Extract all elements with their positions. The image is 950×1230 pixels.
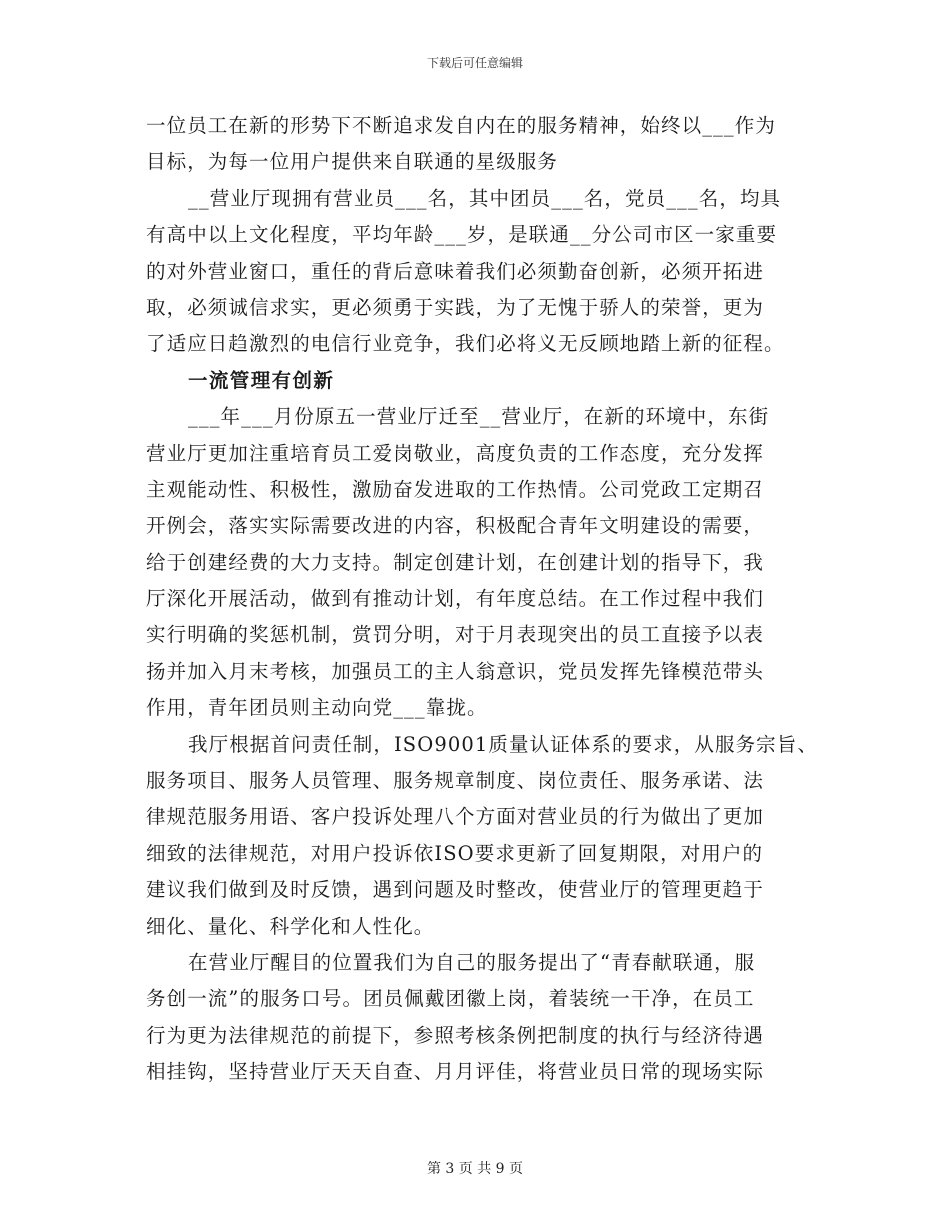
text-line: 的对外营业窗口，重任的背后意味着我们必须勤奋创新，必须开拓进 [146,259,765,283]
text-line: 在营业厅醒目的位置我们为自己的服务提出了“青春献联通，服 [188,950,756,974]
text-line: 取，必须诚信求实，更必须勇于实践，为了无愧于骄人的荣誉，更为 [146,295,765,319]
text-line: 给于创建经费的大力支持。制定创建计划，在创建计划的指导下，我 [146,550,765,574]
text-line: 目标，为每一位用户提供来自联通的星级服务 [146,150,559,174]
text-line: 律规范服务用语、客户投诉处理八个方面对营业员的行为做出了更加 [146,805,765,829]
text-line: 开例会，落实实际需要改进的内容，积极配合青年文明建设的需要， [146,514,765,538]
page-header-note: 下载后可任意编辑 [426,56,523,70]
text-line: 了适应日趋激烈的电信行业竞争，我们必将义无反顾地踏上新的征程。 [146,332,785,356]
text-line: ___年___月份原五一营业厅迁至__营业厅，在新的环境中，东街 [188,405,770,429]
document-body [146,108,836,1091]
text-line: 行为更为法律规范的前提下，参照考核条例把制度的执行与经济待遇 [146,1023,765,1047]
text-line: 作用，青年团员则主动向党___靠拢。 [146,696,488,720]
text-line: __营业厅现拥有营业员___名，其中团员___名，党员___名，均具 [188,186,782,210]
text-line: 有高中以上文化程度，平均年龄___岁，是联通__分公司市区一家重要 [146,223,778,247]
text-line: 主观能动性、积极性，激励奋发进取的工作热情。公司党政工定期召 [146,477,765,501]
page-number-footer: 第 3 页 共 9 页 [426,1161,524,1177]
text-line: 细化、量化、科学化和人性化。 [146,914,435,938]
text-line: 服务项目、服务人员管理、服务规章制度、岗位责任、服务承诺、法 [146,769,765,793]
section-heading: 一流管理有创新 [188,368,335,392]
text-line: 我厅根据首问责任制，ISO9001质量认证体系的要求，从服务宗旨、 [188,732,818,756]
text-line: 扬并加入月末考核，加强员工的主人翁意识，党员发挥先锋模范带头 [146,659,765,683]
text-line: 务创一流”的服务口号。团员佩戴团徽上岗，着装统一干净，在员工 [146,987,755,1011]
text-line: 相挂钩，坚持营业厅天天自查、月月评佳，将营业员日常的现场实际 [146,1060,765,1084]
text-line: 一位员工在新的形势下不断追求发自内在的服务精神，始终以___作为 [146,114,776,137]
text-line: 细致的法律规范，对用户投诉依ISO要求更新了回复期限，对用户的 [146,841,764,865]
text-line: 实行明确的奖惩机制，赏罚分明，对于月表现突出的员工直接予以表 [146,623,765,647]
text-line: 营业厅更加注重培育员工爱岗敬业，高度负责的工作态度，充分发挥 [146,441,765,465]
text-line: 厅深化开展活动，做到有推动计划，有年度总结。在工作过程中我们 [146,587,765,611]
text-line: 建议我们做到及时反馈，遇到问题及时整改，使营业厅的管理更趋于 [146,878,765,902]
